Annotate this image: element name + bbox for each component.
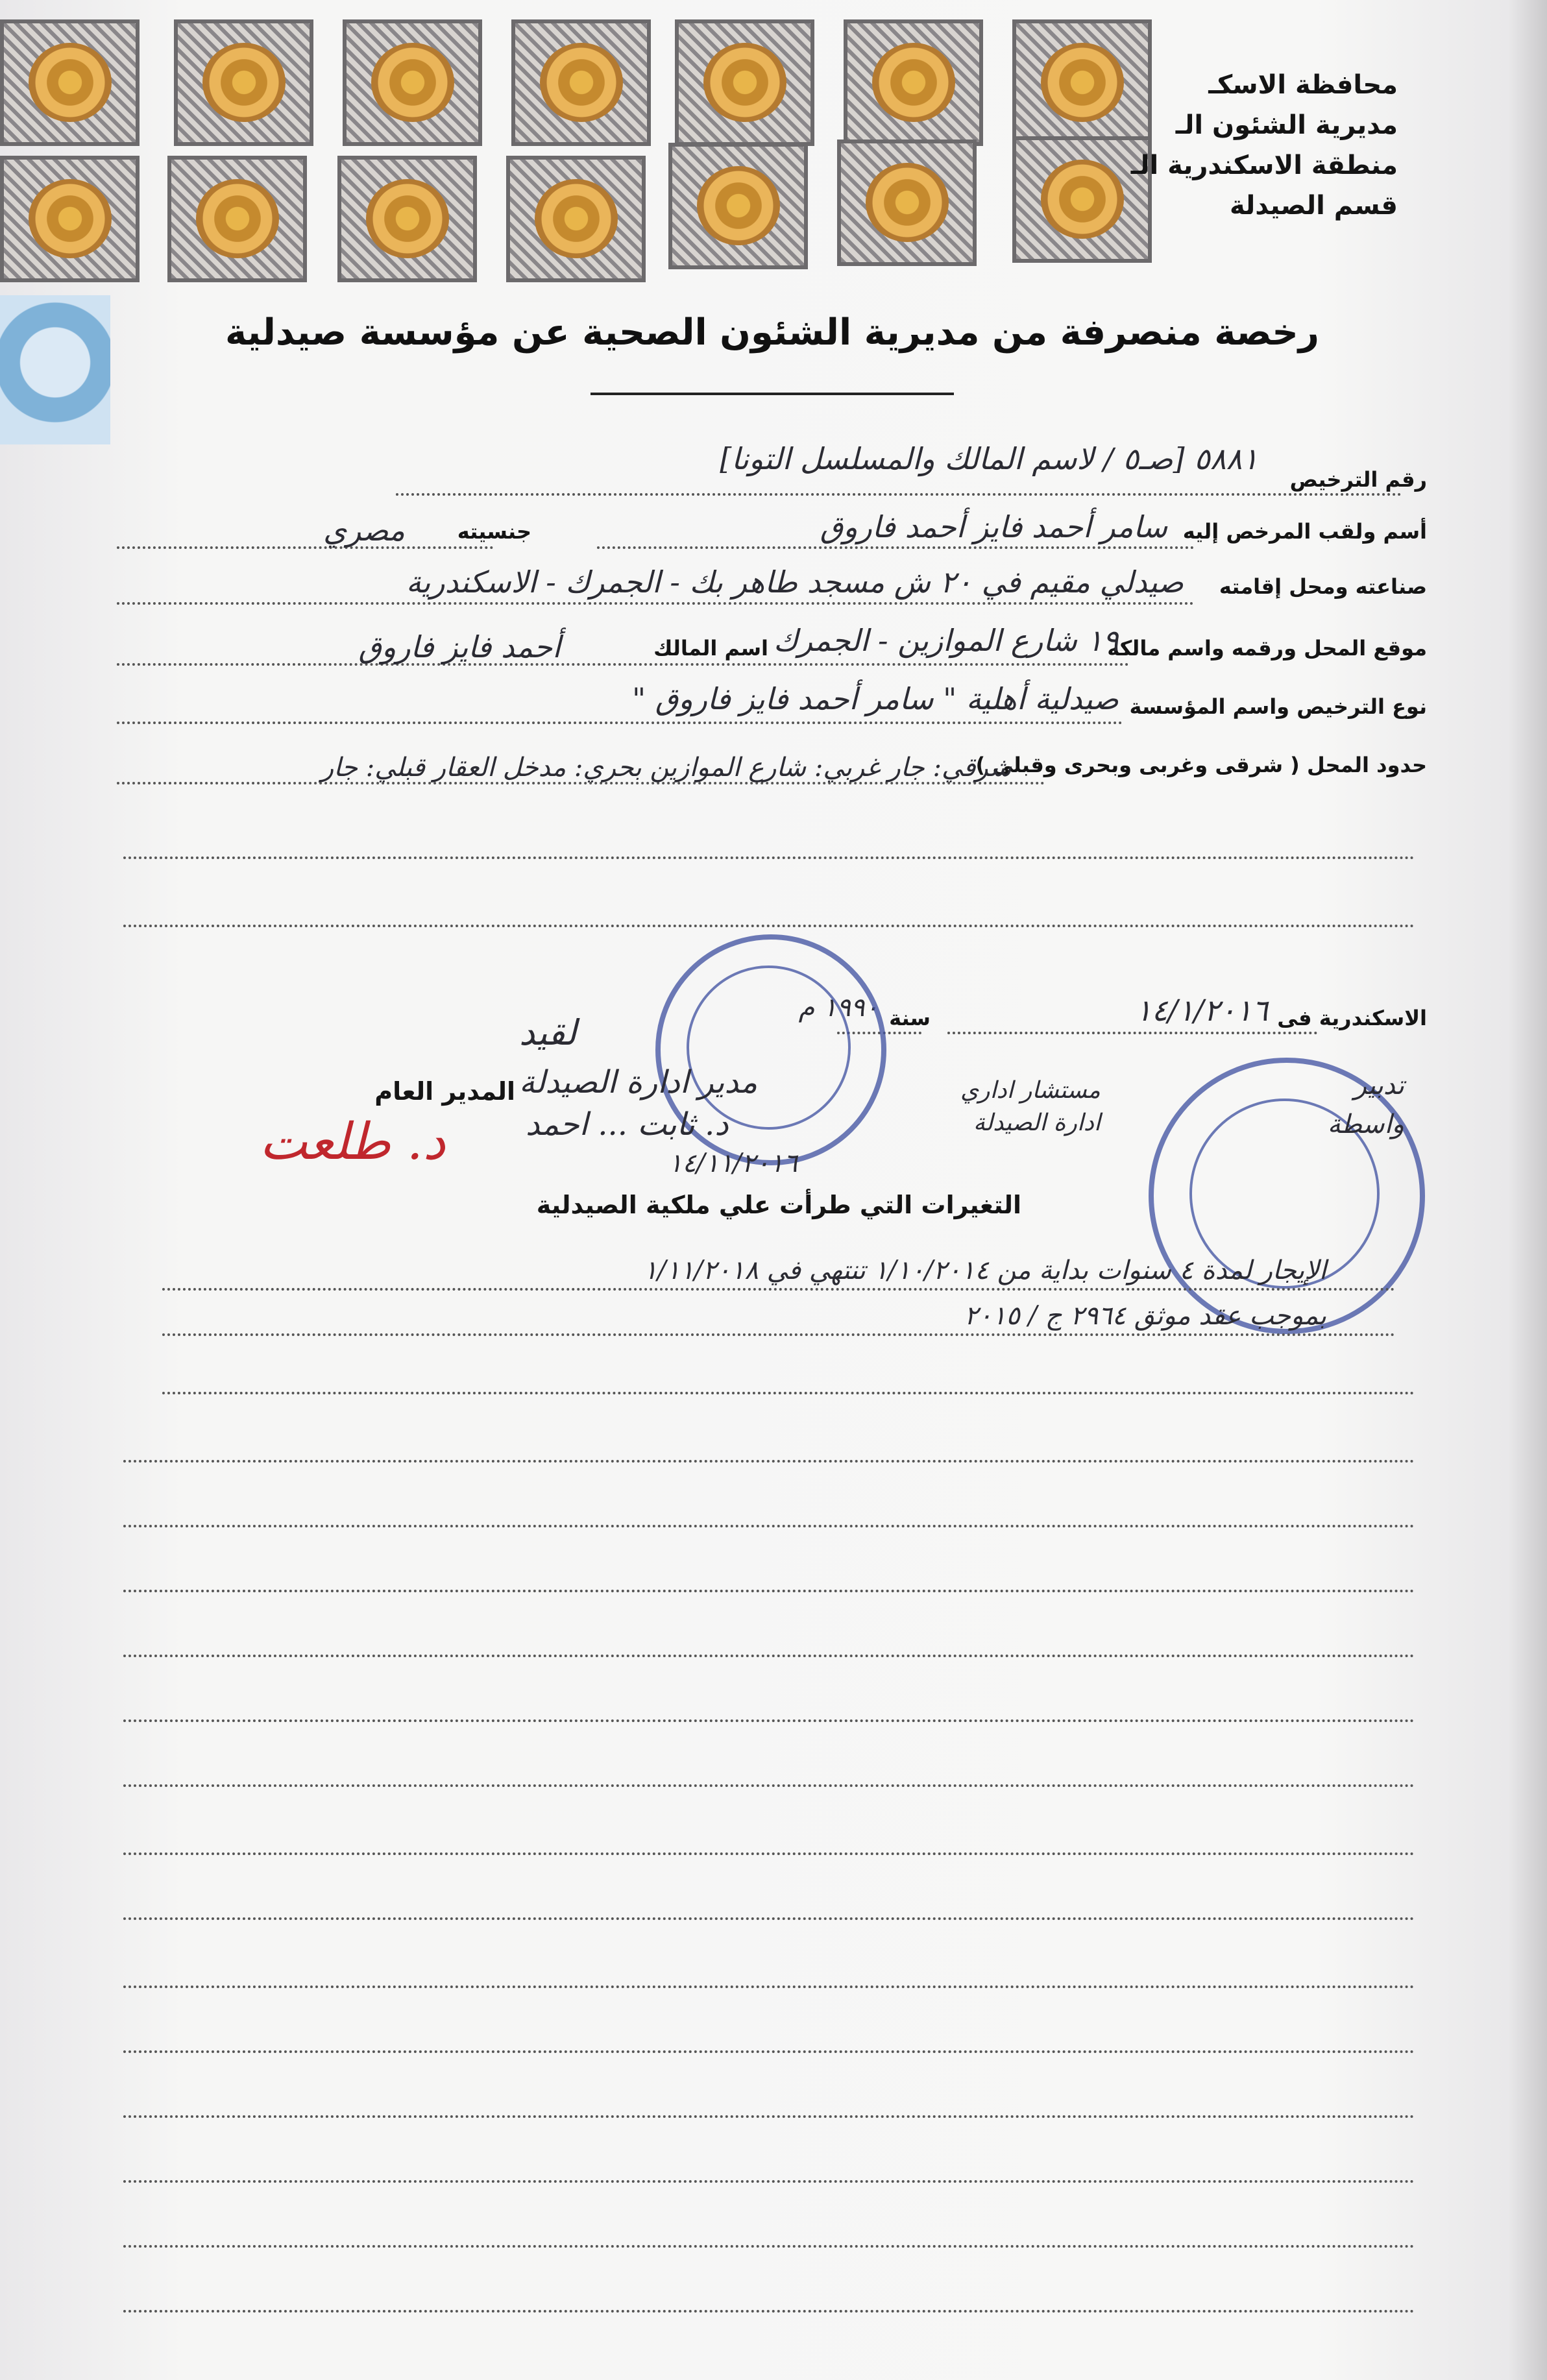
year-value: ١٩٩٠ م: [798, 993, 879, 1023]
dotted-line: [123, 1917, 1415, 1920]
nationality-label: جنسيته: [457, 519, 531, 544]
issuer-header: [1131, 65, 1398, 226]
revenue-stamp: [506, 156, 646, 282]
boundaries-label: حدود المحل ( شرقى وغربى وبحرى وقبلى ): [975, 753, 1427, 777]
page-edge-shadow: [1508, 0, 1547, 2380]
dotted-line: [162, 1288, 1395, 1291]
dotted-line: [117, 663, 1129, 666]
dotted-line: [123, 2115, 1415, 2118]
center-note: مدير ادارة الصيدلة: [519, 1064, 758, 1100]
license-type-label: نوع الترخيص واسم المؤسسة: [1129, 694, 1427, 719]
dotted-line: [123, 1985, 1415, 1988]
header-line: مديرية الشئون الـ: [1175, 110, 1398, 140]
location-value: ١٩ شارع الموازين - الجمرك: [773, 623, 1119, 658]
revenue-stamp: [0, 19, 140, 146]
licensee-name-label: أسم ولقب المرخص إليه: [1182, 519, 1427, 544]
dotted-line: [117, 602, 1194, 605]
revenue-stamp: [174, 19, 313, 146]
changes-entry: الإيجار لمدة ٤ سنوات بداية من ١/١٠/٢٠١٤ تنتهي في ١/١١/٢٠١٨: [643, 1256, 1326, 1285]
year-label: سنة: [889, 1006, 931, 1030]
document-title: رخصة منصرفة من مديرية الشئون الصحية عن مؤسسة صيدلية: [225, 311, 1319, 354]
right-note: ادارة الصيدلة: [973, 1110, 1101, 1136]
dotted-line: [123, 1590, 1415, 1592]
revenue-stamp: [343, 19, 482, 146]
license-number-value: ٥٨٨١ [صـ٥ / لاسم المالك والمسلسل التونا]: [720, 441, 1258, 476]
owner-value: أحمد فايز فاروق: [358, 629, 561, 664]
dotted-line: [123, 2310, 1415, 2313]
dotted-line: [123, 1525, 1415, 1527]
date-label: الاسكندرية فى: [1277, 1006, 1427, 1030]
dotted-line: [123, 2245, 1415, 2248]
owner-label: اسم المالك: [653, 636, 768, 661]
changes-entry: بموجب عقد موثق ٢٩٦٤ ج / ٢٠١٥: [964, 1301, 1326, 1331]
dotted-line: [597, 546, 1194, 549]
occupation-value: صيدلي مقيم في ٢٠ ش مسجد طاهر بك - الجمرك - الاسكندرية: [406, 565, 1184, 600]
revenue-stamp: [668, 143, 808, 269]
dotted-line: [947, 1032, 1317, 1034]
license-number-label: رقم الترخيص: [1289, 467, 1427, 492]
dotted-line: [123, 2180, 1415, 2183]
revenue-stamp: [675, 19, 814, 146]
dotted-line: [117, 722, 1123, 724]
header-line: محافظة الاسكـ: [1208, 70, 1398, 100]
dotted-line: [123, 2050, 1415, 2053]
dotted-line: [162, 1333, 1395, 1336]
center-note-date: ١٤/١١/٢٠١٦: [668, 1148, 798, 1178]
dotted-line: [117, 546, 493, 549]
dotted-line: [123, 1719, 1415, 1722]
header-line: منطقة الاسكندرية الـ: [1130, 151, 1398, 180]
nationality-value: مصري: [323, 513, 405, 548]
center-note: د. ثابت ... احمد: [526, 1106, 729, 1143]
center-note: لقيد: [519, 1012, 577, 1053]
revenue-stamp: [837, 140, 977, 266]
title-underline: [591, 393, 954, 395]
dotted-line: [396, 493, 1402, 496]
dotted-line: [123, 1655, 1415, 1657]
blue-seal-stamp: [0, 295, 110, 444]
right-note: واسطة: [1327, 1110, 1404, 1139]
location-label: موقع المحل ورقمه واسم مالكه: [1107, 636, 1427, 661]
revenue-stamp: [167, 156, 307, 282]
revenue-stamp: [511, 19, 651, 146]
license-type-value: صيدلية أهلية " سامر أحمد فايز فاروق ": [632, 681, 1119, 716]
general-manager-title: المدير العام: [374, 1077, 515, 1106]
licensee-name-value: سامر أحمد فايز أحمد فاروق: [820, 509, 1167, 544]
date-value: ١٤/١/٢٠١٦: [1136, 993, 1268, 1028]
boundaries-value: شرقي: جار غربي: شارع الموازين بحري: مدخل العقار قبلي: جار: [321, 753, 1012, 783]
right-note: مستشار اداري: [960, 1077, 1101, 1104]
dotted-line: [123, 856, 1415, 859]
dotted-line: [123, 925, 1415, 927]
changes-heading: التغيرات التي طرأت علي ملكية الصيدلية: [536, 1191, 1021, 1219]
occupation-label: صناعته ومحل إقامته: [1219, 574, 1427, 599]
general-manager-signature: د. طلعت: [260, 1113, 446, 1171]
header-line: قسم الصيدلة: [1229, 191, 1398, 221]
dotted-line: [123, 1784, 1415, 1787]
revenue-stamp: [844, 19, 983, 146]
right-note: تدبير: [1354, 1071, 1404, 1100]
dotted-line: [123, 1852, 1415, 1855]
dotted-line: [162, 1392, 1415, 1394]
revenue-stamp: [0, 156, 140, 282]
dotted-line: [123, 1460, 1415, 1463]
revenue-stamp: [337, 156, 477, 282]
